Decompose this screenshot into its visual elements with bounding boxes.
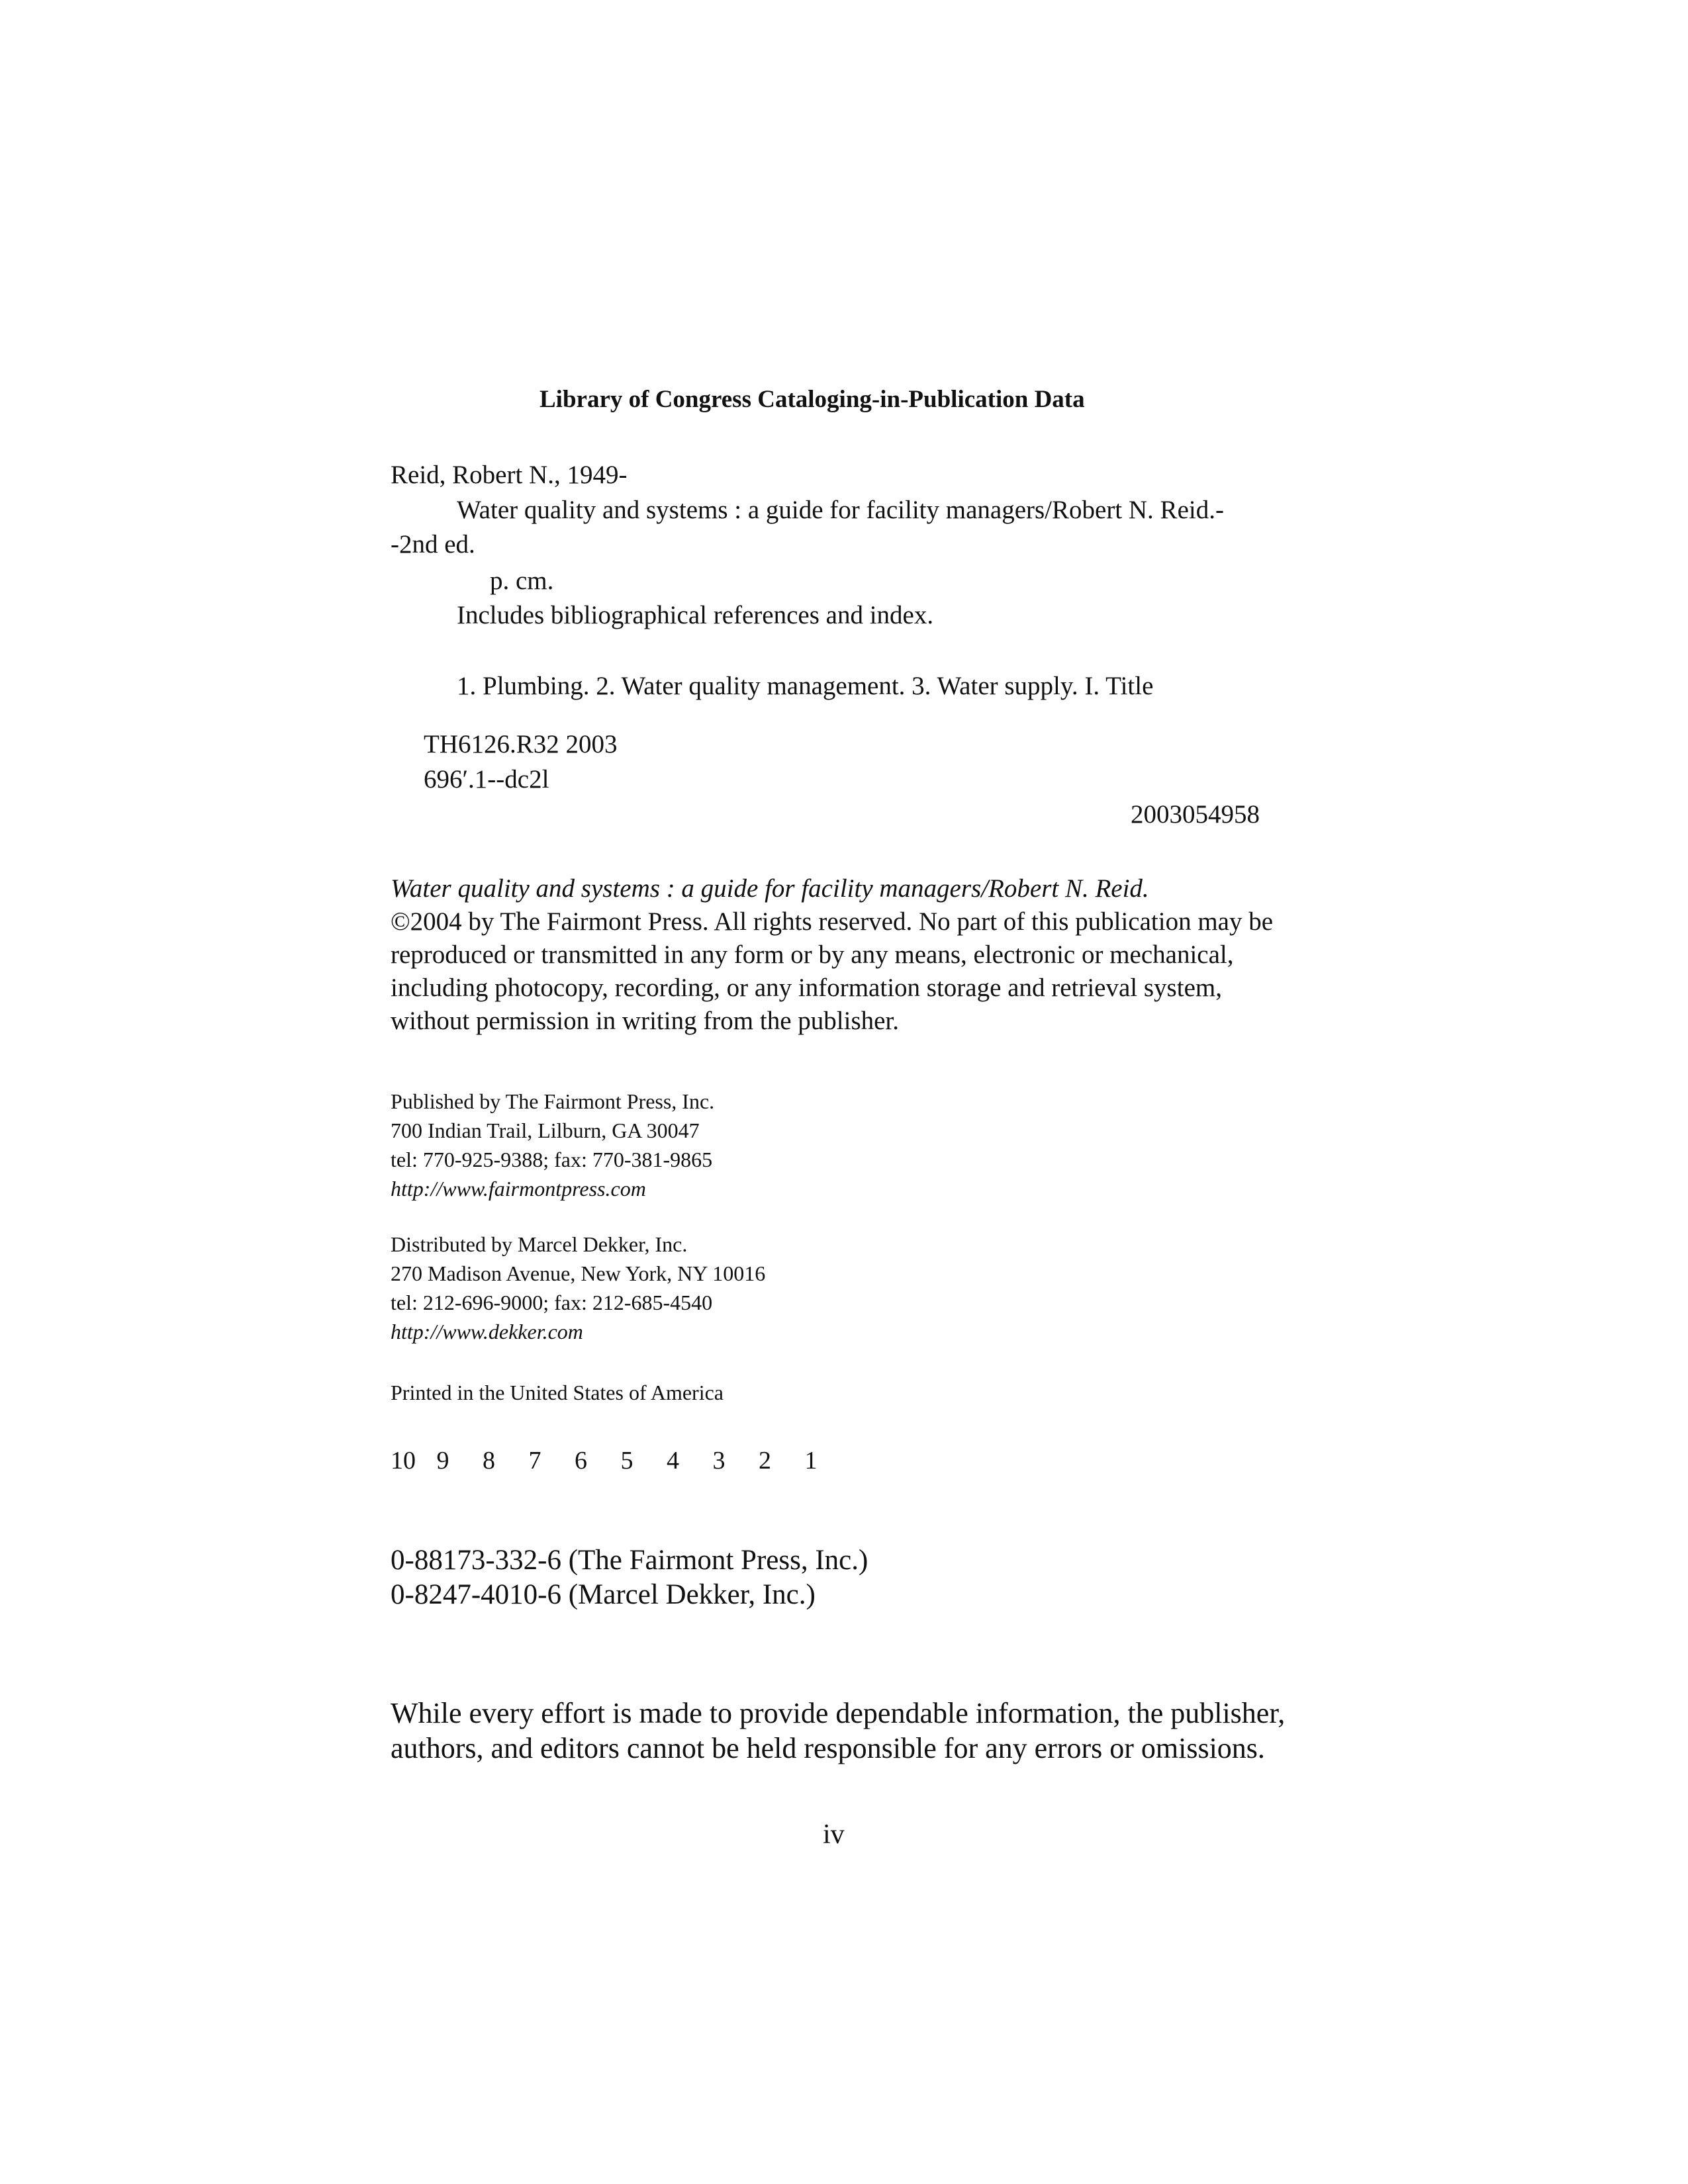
cip-title-line-2: -2nd ed. — [391, 530, 475, 559]
isbn-dekker: 0-8247-4010-6 (Marcel Dekker, Inc.) — [391, 1579, 816, 1610]
copyright-title: Water quality and systems : a guide for facility managers/Robert N. Reid. — [391, 874, 1149, 903]
printing-number: 7 — [528, 1447, 541, 1475]
distributor-address: 270 Madison Avenue, New York, NY 10016 — [391, 1261, 766, 1285]
cip-notes: Includes bibliographical references and index. — [457, 601, 934, 629]
printing-line — [391, 1446, 851, 1475]
cip-heading: Library of Congress Cataloging-in-Publication Data — [539, 386, 1085, 413]
printing-number: 9 — [436, 1447, 449, 1475]
cip-lc-class: TH6126.R32 2003 — [424, 730, 618, 758]
cip-subjects: 1. Plumbing. 2. Water quality management. 3. Water supply. I. Title — [457, 672, 1154, 700]
isbn-fairmont: 0-88173-332-6 (The Fairmont Press, Inc.) — [391, 1545, 868, 1576]
cip-dewey: 696′.1--dc2l — [424, 765, 549, 794]
printing-number: 10 — [391, 1447, 416, 1475]
page-number: iv — [823, 1819, 845, 1850]
publisher-name: Published by The Fairmont Press, Inc. — [391, 1089, 715, 1113]
publisher-url: http://www.fairmontpress.com — [391, 1177, 646, 1201]
cip-physical: p. cm. — [490, 567, 554, 595]
printing-number: 4 — [667, 1447, 679, 1475]
distributor-block — [391, 1230, 765, 1346]
cip-title-line-1: Water quality and systems : a guide for facility managers/Robert N. Reid.- — [457, 496, 1224, 524]
printing-number: 6 — [575, 1447, 587, 1475]
distributor-name: Distributed by Marcel Dekker, Inc. — [391, 1232, 688, 1256]
cip-author: Reid, Robert N., 1949- — [391, 461, 628, 489]
printing-number: 3 — [712, 1447, 726, 1475]
copyright-notice — [391, 872, 1297, 1038]
publisher-block — [391, 1087, 714, 1203]
cip-lccn: 2003054958 — [1131, 800, 1260, 829]
distributor-url: http://www.dekker.com — [391, 1320, 583, 1343]
disclaimer: While every effort is made to provide dependable information, the publisher, authors, and editors cannot be held responsible for any errors or omissions. — [391, 1697, 1286, 1764]
printing-number: 8 — [483, 1447, 495, 1475]
printing-number: 2 — [759, 1447, 771, 1475]
copyright-text: ©2004 by The Fairmont Press. All rights reserved. No part of this publication may be reproduced or transmitted in any form or by any means, electronic or mechanical, including photocopy, recording, or any information storage and retrieval system, without permission in writing from the publisher. — [391, 907, 1274, 1035]
printing-number: 5 — [620, 1447, 633, 1475]
printing-number: 1 — [804, 1447, 818, 1475]
printed-in: Printed in the United States of America — [391, 1381, 724, 1404]
distributor-phone: tel: 212-696-9000; fax: 212-685-4540 — [391, 1291, 713, 1314]
publisher-address: 700 Indian Trail, Lilburn, GA 30047 — [391, 1118, 700, 1142]
publisher-phone: tel: 770-925-9388; fax: 770-381-9865 — [391, 1148, 713, 1171]
